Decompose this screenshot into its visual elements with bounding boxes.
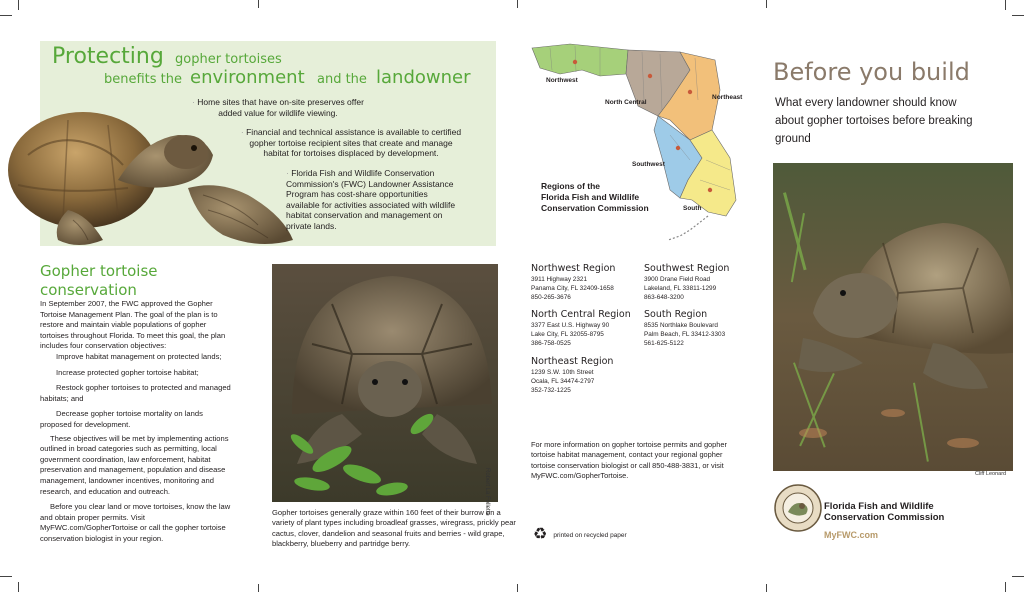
- conservation-body: [40, 299, 236, 544]
- photo-caption: Gopher tortoises generally graze within 160 feet of their burrow on a variety of plant types including broadleaf grasses, wiregrass, prickly pear cactus, clover, dandelion and seasonal fruits and berries - wild grape, blackberry, blueberry and partridge berry.: [272, 508, 516, 549]
- benefit-financial-assistance: · Financial and technical assistance is available to certified gopher tortoise recipient sites that create and manage habitat for tortoises displaced by development.: [240, 127, 462, 158]
- tortoise-hero-image: [8, 100, 298, 250]
- crop-mark: [1005, 582, 1006, 592]
- headline-landowner: landowner: [376, 67, 471, 88]
- map-label-southwest: Southwest: [632, 161, 665, 168]
- crop-mark: [0, 576, 12, 577]
- map-label-south: South: [683, 205, 702, 212]
- fold-mark: [258, 584, 259, 592]
- fold-mark: [258, 0, 259, 8]
- headline-environment: environment: [190, 67, 305, 88]
- map-label-northeast: Northeast: [712, 94, 743, 101]
- fwc-seal-logo: [774, 484, 822, 532]
- headline-protecting: Protecting: [52, 44, 164, 69]
- objective-item: Restock gopher tortoises to protected and managed habitats; and: [40, 383, 231, 403]
- objective-item: Increase protected gopher tortoise habitat;: [56, 367, 199, 377]
- photo-credit-cliff: Cliff Leonard: [975, 471, 1007, 477]
- region-northwest: Northwest Region 3911 Highway 2321 Panama City, FL 32409-1658 850-265-3676: [531, 263, 616, 301]
- benefit-home-sites: · Home sites that have on-site preserves offer added value for wildlife viewing.: [192, 97, 364, 118]
- cover-subtitle: What every landowner should know about gopher tortoises before breaking ground: [775, 97, 973, 145]
- fold-mark: [517, 0, 518, 8]
- tortoise-cover-photo: [773, 163, 1013, 471]
- crop-mark: [18, 582, 19, 592]
- fwc-org-name: Florida Fish and Wildlife Conservation Commission: [824, 501, 945, 523]
- photo-credit-robert: Robert La Follette: [484, 468, 490, 516]
- fold-mark: [517, 584, 518, 592]
- conservation-intro: In September 2007, the FWC approved the Gopher Tortoise Management Plan. The goal of the plan is to restore and maintain viable populations of gopher tortoises throughout Florida. To meet this goal, the plan includes four conservation objectives:: [40, 299, 226, 351]
- conservation-paragraph-3: Before you clear land or move tortoises, know the law and obtain proper permits. Visit MyFWC.com/GopherTortoise or call the gopher tortoise conservation biologist in your region.: [40, 502, 231, 543]
- recycled-note: [533, 527, 627, 543]
- region-north-central: North Central Region 3377 East U.S. Highway 90 Lake City, FL 32055-8795 386-758-0525: [531, 309, 631, 347]
- crop-mark: [1012, 15, 1024, 16]
- conservation-heading: Gopher tortoise conservation: [40, 262, 158, 299]
- headline-and-the: and the: [317, 72, 367, 87]
- fold-mark: [766, 0, 767, 8]
- conservation-paragraph-2: These objectives will be met by implementing actions outlined in broad categories such as permitting, local government coordination, law enforcement, habitat preservation and management, population and disease management, landowner incentives, monitoring and research, and education and outreach.: [40, 433, 229, 496]
- crop-mark: [1005, 0, 1006, 10]
- headline-gopher-tortoises: gopher tortoises: [175, 52, 282, 67]
- cover-title: Before you build: [773, 58, 970, 86]
- region-southwest: Southwest Region 3900 Drane Field Road Lakeland, FL 33811-1299 863-648-3200: [644, 263, 730, 301]
- fwc-website-link[interactable]: MyFWC.com: [824, 530, 878, 540]
- region-northeast: Northeast Region 1239 S.W. 10th Street Ocala, FL 34474-2797 352-732-1225: [531, 356, 614, 394]
- recycle-icon: ♻: [533, 526, 548, 543]
- recycled-label: printed on recycled paper: [553, 531, 627, 539]
- tortoise-grazing-photo: [272, 264, 498, 502]
- crop-mark: [1012, 576, 1024, 577]
- headline-benefits-the: benefits the: [104, 72, 183, 87]
- crop-mark: [18, 0, 19, 10]
- more-info-text: For more information on gopher tortoise permits and gopher tortoise habitat management, contact your regional gopher tortoise conservation biologist or call 850-488-3831, or visit MyFWC.com/GopherTortoise.: [531, 440, 727, 481]
- objective-item: Improve habitat management on protected lands;: [56, 351, 222, 361]
- crop-mark: [0, 15, 12, 16]
- map-title: Regions of the Florida Fish and Wildlife Conservation Commission: [541, 181, 649, 213]
- florida-regions-map: [530, 40, 746, 246]
- map-label-northwest: Northwest: [546, 77, 578, 84]
- objective-item: Decrease gopher tortoise mortality on lands proposed for development.: [40, 409, 203, 429]
- benefit-landowner-assistance: · Florida Fish and Wildlife Conservation Commission's (FWC) Landowner Assistance Program has cost-share opportunities available for activities associated with wildlife habitat conservation and management on private lands.: [286, 168, 456, 231]
- fold-mark: [766, 584, 767, 592]
- map-label-north-central: North Central: [605, 99, 647, 106]
- region-south: South Region 8535 Northlake Boulevard Palm Beach, FL 33412-3303 561-625-5122: [644, 309, 726, 347]
